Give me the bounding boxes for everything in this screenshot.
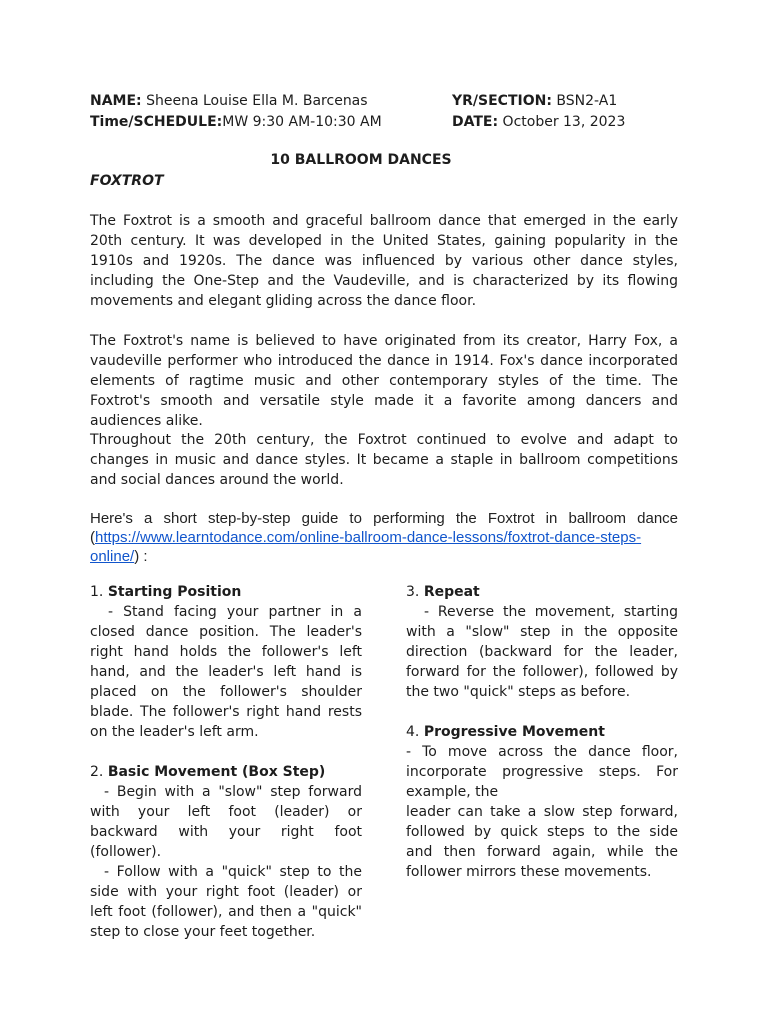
steps-left-column — [90, 582, 362, 942]
step-4-heading — [406, 722, 678, 742]
step-1-number: 1. — [90, 584, 104, 600]
step-2-heading — [90, 762, 362, 782]
schedule-value: MW 9:30 AM-10:30 AM — [222, 114, 382, 130]
section-label: YR/SECTION: — [452, 93, 552, 109]
step-1-heading — [90, 582, 362, 602]
step-4-number: 4. — [406, 724, 420, 740]
step-2-text-a: - Begin with a "slow" step forward with your left foot (leader) or backward with your right foot (follower). — [90, 784, 362, 860]
name-value: Sheena Louise Ella M. Barcenas — [146, 93, 368, 109]
step-4-title: Progressive Movement — [423, 724, 605, 740]
step-2-number: 2. — [90, 764, 104, 780]
guide-outro-text: ) : — [134, 548, 148, 565]
paragraph-3: Throughout the 20th century, the Foxtrot continued to evolve and adapt to changes in music and dance styles. It became a staple in ballroom competitions and social dances around the world. — [90, 432, 678, 488]
step-2-title: Basic Movement (Box Step) — [107, 764, 326, 780]
step-3-title: Repeat — [423, 584, 480, 600]
section-heading: FOXTROT — [90, 173, 164, 189]
name-label: NAME: — [90, 93, 142, 109]
guide-intro — [90, 509, 678, 566]
section-line — [452, 91, 617, 111]
date-label: DATE: — [452, 114, 499, 130]
step-2-text-b: - Follow with a "quick" step to the side with your right foot (leader) or left foot (follower), and then a "quick" step to close your feet together. — [90, 864, 362, 940]
step-3-text: - Reverse the movement, starting with a "slow" step in the opposite direction (backward for the leader, forward for the follower), followed by the two "quick" steps as before. — [406, 604, 678, 700]
guide-intro-text: Here's a short step-by-step guide to performing the Foxtrot in ballroom dance ( — [90, 510, 678, 546]
guide-link[interactable]: https://www.learntodance.com/online-ballroom-dance-lessons/foxtrot-dance-steps-online/ — [90, 529, 642, 565]
paragraph-2: The Foxtrot's name is believed to have originated from its creator, Harry Fox, a vaudeville performer who introduced the dance in 1914. Fox's dance incorporated elements of ragtime music and other contemporary styles of the time. The Foxtrot's smooth and versatile style made it a favorite among dancers and audiences alike. — [90, 333, 678, 429]
step-1-title: Starting Position — [107, 584, 242, 600]
paragraph-1: The Foxtrot is a smooth and graceful ballroom dance that emerged in the early 20th century. It was developed in the United States, gaining popularity in the 1910s and 1920s. The dance was influenced by various other dance styles, including the One-Step and the Vaudeville, and is characterized by its flowing movements and elegant gliding across the dance floor. — [90, 213, 678, 309]
step-1-text: - Stand facing your partner in a closed dance position. The leader's right hand holds the follower's left hand, and the leader's left hand is placed on the follower's shoulder blade. The follower's right hand rests on the leader's left arm. — [90, 604, 362, 740]
document-title: 10 BALLROOM DANCES — [270, 152, 452, 168]
step-3-number: 3. — [406, 584, 420, 600]
schedule-label: Time/SCHEDULE: — [90, 114, 223, 130]
name-line — [90, 91, 368, 111]
date-line — [452, 112, 625, 132]
step-4-text-a: - To move across the dance floor, incorporate progressive steps. For example, the — [406, 744, 678, 800]
step-4-text-b: leader can take a slow step forward, followed by quick steps to the side and then forward again, while the follower mirrors these movements. — [406, 804, 678, 880]
section-value: BSN2-A1 — [556, 93, 618, 109]
steps-right-column — [406, 582, 678, 882]
date-value: October 13, 2023 — [502, 114, 626, 130]
schedule-line — [90, 112, 382, 132]
step-3-heading — [406, 582, 678, 602]
